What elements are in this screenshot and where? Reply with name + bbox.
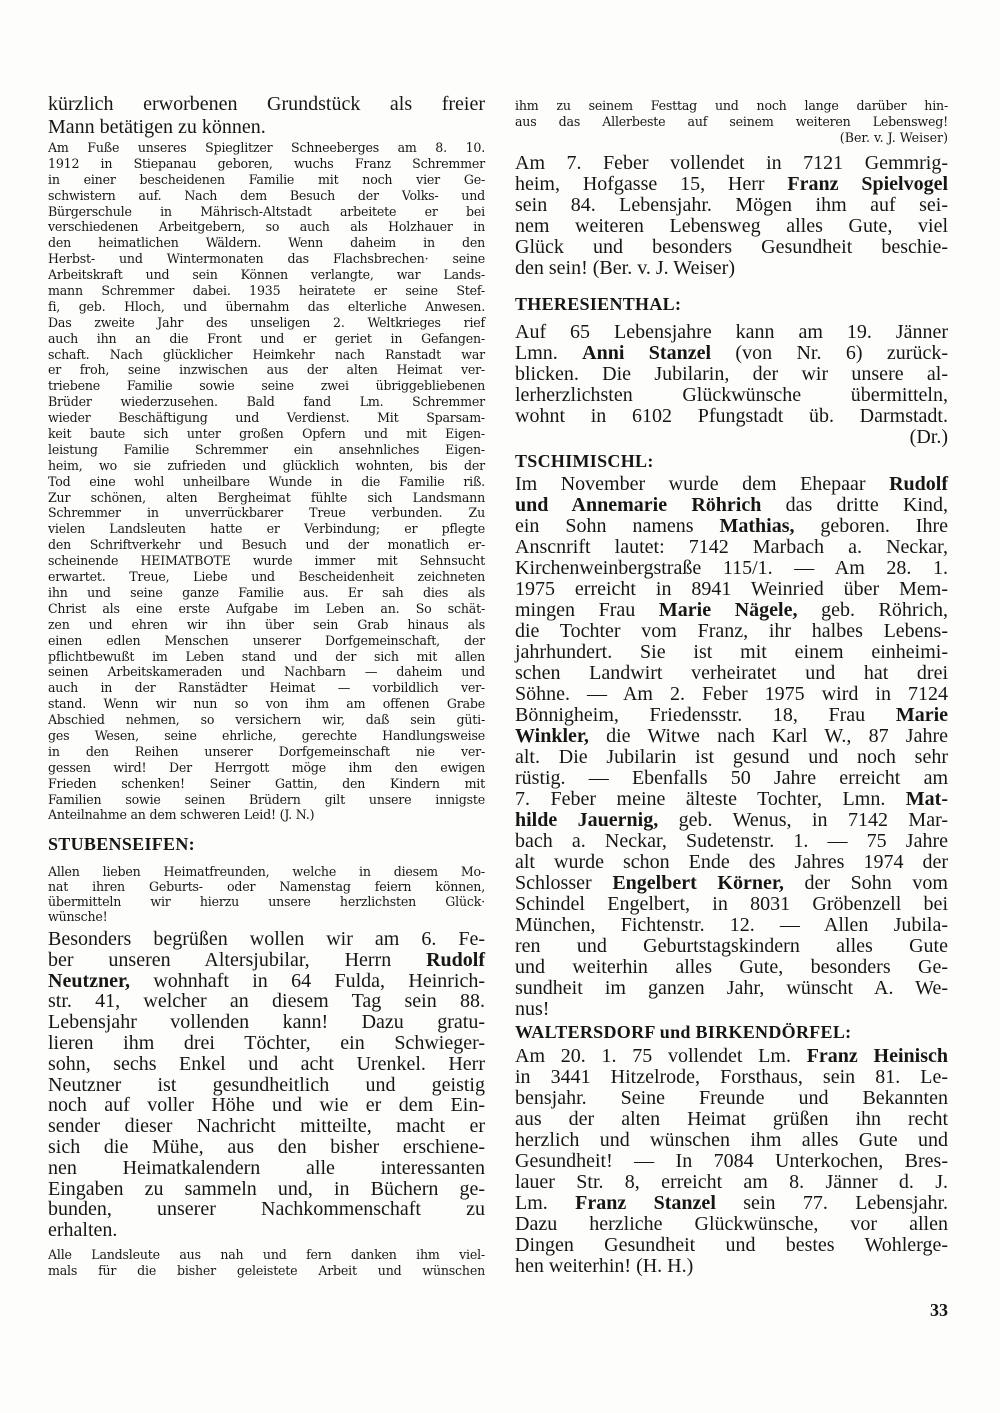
text-line: mals für die bisher geleistete Arbeit und wünschen <box>48 1263 485 1278</box>
text-line: Neutzner, wohnhaft in 64 Fulda, Heinrich- <box>48 969 485 992</box>
text-line: ber unseren Altersjubilar, Herrn Rudolf <box>48 948 485 971</box>
text-line: aus der alten Heimat grüßen ihn recht <box>515 1108 948 1130</box>
thanks-paragraph <box>48 1247 485 1279</box>
text-line: in den Reihen unserer Dorfgemeinschaft nie ver- <box>48 743 485 759</box>
text-line: vielen Landsleuten hatte er Verbindung; er pflegte <box>48 521 485 537</box>
bold-name: hilde Jauernig, <box>515 809 659 831</box>
text-line: lauer Str. 8, erreicht am 8. Jänner d. J. <box>515 1171 948 1193</box>
text-line: wohnt in 6102 Pfungstadt üb. Darmstadt. <box>515 405 948 427</box>
text-line: erwartet. Treue, Liebe und Bescheidenheit zeichneten <box>48 569 485 585</box>
text-line: ihn und seine ganze Familie aus. Er sah dies als <box>48 584 485 600</box>
text-line: erhalten. <box>48 1219 118 1242</box>
section-heading-tschimischl: TSCHIMISCHL: <box>515 451 654 471</box>
text-line: aus das Allerbeste auf seinem weiteren Lebensweg! <box>515 114 948 129</box>
text-line: wieder Beschäftigung und Verdienst. Mit Sparsam- <box>48 410 485 426</box>
text-line: seinen Arbeitskameraden und Nachbarn — daheim und <box>48 664 485 680</box>
text-line: Im November wurde dem Ehepaar Rudolf <box>515 473 948 495</box>
text-line: ihm zu seinem Festtag und noch lange darüber hin- <box>515 98 948 113</box>
bold-name: Franz Heinisch <box>806 1045 948 1067</box>
text-line: sundheit im ganzen Jahr, wünscht A. We- <box>515 977 948 999</box>
text-line: ein Sohn namens Mathias, geboren. Ihre <box>515 515 948 537</box>
text-line: Familien sowie seinen Brüdern gilt unsere innigste <box>48 791 485 807</box>
text-line: Bönnigheim, Friedensstr. 18, Frau Marie <box>515 704 948 726</box>
text-line: Anscnrift lautet: 7142 Marbach a. Neckar, <box>515 536 948 558</box>
bold-name: Neutzner, <box>48 969 131 992</box>
bold-name: und Annemarie Röhrich <box>515 494 762 516</box>
text-line: fi, geb. Hloch, und übernahm das elterliche Anwesen. <box>48 298 485 314</box>
text-line: Zur schönen, alten Bergheimat fühlte sich Landsmann <box>48 489 485 505</box>
bold-name: Engelbert Körner, <box>612 872 784 894</box>
text-line: übermitteln wir hierzu unsere herzlichsten Glück· <box>48 894 485 909</box>
text-line: stand. Wenn wir nun so von ihm am offenen Grabe <box>48 696 485 712</box>
bold-name: Mathias, <box>719 515 795 537</box>
text-line: bensjahr. Seine Freunde und Bekannten <box>515 1087 948 1109</box>
text-line: sohn, sechs Enkel und acht Urenkel. Herr <box>48 1052 485 1075</box>
text-line: den Schriftverkehr und Besuch und der monatlich er- <box>48 537 485 553</box>
text-line: 7. Feber meine älteste Tochter, Lmn. Mat- <box>515 788 948 810</box>
text-line: Lm. Franz Stanzel sein 77. Lebensjahr. <box>515 1192 948 1214</box>
text-line: lerherzlichsten Glückwünsche übermitteln, <box>515 384 948 406</box>
text-line: 1975 erreicht in 8941 Weinried über Mem- <box>515 578 948 600</box>
text-line: sender dieser Nachricht mitteilte, macht er <box>48 1115 485 1138</box>
text-line: Am 20. 1. 75 vollendet Lm. Franz Heinisch <box>515 1045 948 1067</box>
text-line: er froh, seine inzwischen aus der alten Heimat ver- <box>48 362 485 378</box>
text-line: hilde Jauernig, geb. Wenus, in 7142 Mar- <box>515 809 948 831</box>
text-line: sich die Mühe, aus den bisher erschiene- <box>48 1135 485 1158</box>
text-line: Allen lieben Heimatfreunden, welche in diesem Mo- <box>48 864 485 879</box>
text-line: pflichtbewußt im Leben stand und der sich mit allen <box>48 648 485 664</box>
thanks-signature: (Ber. v. J. Weiser) <box>839 130 948 145</box>
tschimischl-paragraph <box>515 474 948 1020</box>
text-line: lieren ihm drei Töchter, ein Schwieger- <box>48 1031 485 1054</box>
text-line: auch ihn an die Front und er geriet in Gefangen- <box>48 330 485 346</box>
text-line: alt wurde schon Ende des Jahres 1974 der <box>515 851 948 873</box>
bold-name: Mat- <box>905 788 948 810</box>
text-line: nat ihren Geburts- oder Namenstag feiern können, <box>48 879 485 894</box>
obituary-paragraph <box>48 140 485 823</box>
text-line: Anteilnahme an dem schweren Leid! (J. N.) <box>48 807 315 823</box>
text-line: heim, Hofgasse 15, Herr Franz Spielvogel <box>515 173 949 195</box>
thanks-continued-paragraph <box>515 98 948 146</box>
text-line: herzlich und wünschen ihm alles Gute und <box>515 1129 948 1151</box>
text-line: Eingaben zu sammeln und, in Büchern ge- <box>48 1177 485 1200</box>
bold-name: Anni Stanzel <box>582 342 712 364</box>
text-line: Arbeitskraft und sein Können verlangte, war Lands- <box>48 267 485 283</box>
neutzner-paragraph <box>48 929 485 1241</box>
text-line: kürzlich erworbenen Grundstück als freier <box>48 93 485 115</box>
section-heading-stubenseifen: STUBENSEIFEN: <box>48 834 195 854</box>
text-line: wünsche! <box>48 909 108 924</box>
text-line: Tod eine wohl unheilbare Wunde in die Familie riß. <box>48 473 485 489</box>
text-line: schen Landwirt verheiratet und hat drei <box>515 662 948 684</box>
text-line: Gesundheit! — In 7084 Unterkochen, Bres- <box>515 1150 948 1172</box>
text-line: keit baute sich unter großen Opfern und mit Eigen- <box>48 426 485 442</box>
section-heading-waltersdorf: WALTERSDORF und BIRKENDÖRFEL: <box>515 1022 852 1042</box>
text-line: sein 84. Lebensjahr. Mögen ihm auf sei- <box>515 194 948 216</box>
text-line: Lmn. Anni Stanzel (von Nr. 6) zurück- <box>515 342 948 364</box>
text-line: schaft. Nach glücklicher Heimkehr nach Ranstadt war <box>48 346 485 362</box>
text-line: bunden, unserer Nachkommenschaft zu <box>48 1198 485 1221</box>
text-line: jahrhundert. Sie ist mit einem einheimi- <box>515 641 948 663</box>
bold-name: Rudolf <box>889 473 948 495</box>
text-line: mann Schremmer dabei. 1935 heiratete er seine Stef- <box>48 283 485 299</box>
text-line: verschiedenen Arbeitgebern, so auch als Holzhauer in <box>48 219 485 235</box>
theresienthal-paragraph <box>515 322 948 448</box>
text-line: zen und ehren wir ihn über sein Grab hinaus als <box>48 616 485 632</box>
text-line: die Tochter vom Franz, ihr halbes Lebens- <box>515 620 948 642</box>
text-line: heim, wo sie zufrieden und glücklich wohnten, bis der <box>48 457 485 473</box>
text-line: Christ als eine erste Aufgabe im Leben an. So schät- <box>48 600 485 616</box>
bold-name: Marie Nägele, <box>658 599 798 621</box>
thanks-continued-lines <box>515 98 948 130</box>
text-line: Söhne. — Am 2. Feber 1975 wird in 7124 <box>515 683 948 705</box>
text-line: rüstig. — Ebenfalls 50 Jahre erreicht am <box>515 767 948 789</box>
text-line: Am 7. Feber vollendet in 7121 Gemmrig- <box>515 152 948 174</box>
text-line: Dazu herzliche Glückwünsche, vor allen <box>515 1213 948 1235</box>
text-line: den sein! (Ber. v. J. Weiser) <box>515 257 735 279</box>
bold-name: Marie <box>895 704 948 726</box>
text-line: ren und Geburtstagskindern alles Gute <box>515 935 948 957</box>
text-line: leistung Familie Schremmer ein ansehnliches Eigen- <box>48 441 485 457</box>
bold-name: Franz Stanzel <box>575 1192 716 1214</box>
text-line: Am Fuße unseres Spieglitzer Schneeberges am 8. 10. <box>48 140 485 155</box>
text-line: hen weiterhin! (H. H.) <box>515 1255 694 1277</box>
text-line: scheinende HEIMATBOTE wurde immer mit Sehnsucht <box>48 553 485 569</box>
text-line: triebene Familie sowie seine zwei übriggebliebenen <box>48 378 485 394</box>
text-line: nus! <box>515 998 550 1020</box>
text-line: Neutzner ist gesundheitlich und geistig <box>48 1073 485 1096</box>
text-line: München, Fichtenstr. 12. — Allen Jubila- <box>515 914 948 936</box>
text-line: in 3441 Hitzelrode, Forsthaus, sein 81. Le- <box>515 1066 948 1088</box>
text-line: nem weiteren Lebensweg alles Gute, viel <box>515 215 948 237</box>
text-line: Winkler, die Witwe nach Karl W., 87 Jahre <box>515 725 948 747</box>
text-line: und weiterhin alles Gute, besonders Ge- <box>515 956 948 978</box>
text-line: Alle Landsleute aus nah und fern danken ihm viel- <box>48 1247 485 1262</box>
text-line: Das zweite Jahr des unseligen 2. Weltkrieges rief <box>48 314 485 330</box>
text-line: einen edlen Menschen unserer Dorfgemeinschaft, der <box>48 632 485 648</box>
text-line: Brüder wiederzusehen. Bald fand Lm. Schremmer <box>48 394 485 410</box>
text-line: alt. Die Jubilarin ist gesund und noch sehr <box>515 746 948 768</box>
text-line: noch auf voller Höhe und wie er dem Ein- <box>48 1094 485 1117</box>
bold-name: Franz Spielvogel <box>787 173 949 195</box>
text-line: 1912 in Stiepanau geboren, wuchs Franz Schremmer <box>48 155 485 171</box>
text-line: ges Wesen, seine ehrliche, gerechte Handlungsweise <box>48 727 485 743</box>
section-heading-theresienthal: THERESIENTHAL: <box>515 294 682 314</box>
text-line: Herbst- und Wintermonaten das Flachsbrechen· seine <box>48 251 485 267</box>
stubenseifen-intro-paragraph <box>48 864 485 924</box>
intro-paragraph <box>48 93 485 138</box>
text-line: auch in der Ranstädter Heimat — vorbildlich ver- <box>48 680 485 696</box>
text-line: den heimatlichen Wäldern. Wenn daheim in den <box>48 235 485 251</box>
text-line: str. 41, welcher an diesem Tag sein 88. <box>48 990 485 1013</box>
text-line: in einer bescheidenen Familie mit noch vier Ge- <box>48 171 485 187</box>
text-line: Besonders begrüßen wollen wir am 6. Fe- <box>48 928 485 950</box>
waltersdorf-paragraph <box>515 1046 948 1277</box>
text-line: Schindel Engelbert, in 8031 Gröbenzell bei <box>515 893 948 915</box>
text-line: Auf 65 Lebensjahre kann am 19. Jänner <box>515 321 948 343</box>
bold-name: Winkler, <box>515 725 589 747</box>
page-number: 33 <box>930 1300 948 1320</box>
text-line: Frieden schenken! Seiner Gattin, den Kindern mit <box>48 775 485 791</box>
text-line: bach a. Neckar, Sudetenstr. 1. — 75 Jahre <box>515 830 948 852</box>
text-line: Schlosser Engelbert Körner, der Sohn vom <box>515 872 948 894</box>
bold-name: Rudolf <box>426 948 485 971</box>
theresienthal-signature: (Dr.) <box>909 426 948 448</box>
text-line: Lebensjahr vollenden kann! Dazu gratu- <box>48 1011 485 1034</box>
text-line: nen Heimatkalendern alle interessanten <box>48 1156 485 1179</box>
text-line: gessen wird! Der Herrgott möge ihm den ewigen <box>48 759 485 775</box>
spielvogel-paragraph <box>515 153 948 279</box>
text-line: Glück und besonders Gesundheit beschie- <box>515 236 948 258</box>
text-line: und Annemarie Röhrich das dritte Kind, <box>515 494 948 516</box>
text-line: Dingen Gesundheit und bestes Wohlerge- <box>515 1234 948 1256</box>
text-line: Mann betätigen zu können. <box>48 115 266 138</box>
text-line: Abschied nehmen, so versichern wir, daß sein güti- <box>48 712 485 728</box>
text-line: schwistern auf. Nach dem Besuch der Volks- und <box>48 187 485 203</box>
text-line: Bürgerschule in Mährisch-Altstadt arbeitete er bei <box>48 203 485 219</box>
text-line: mingen Frau Marie Nägele, geb. Röhrich, <box>515 599 948 621</box>
text-line: Kirchenweinbergstraße 115/1. — Am 28. 1. <box>515 557 948 579</box>
theresienthal-lines <box>515 322 948 427</box>
text-line: Schremmer in unverrückbarer Treue verbunden. Zu <box>48 505 485 521</box>
text-line: blicken. Die Jubilarin, der wir unsere al- <box>515 363 948 385</box>
